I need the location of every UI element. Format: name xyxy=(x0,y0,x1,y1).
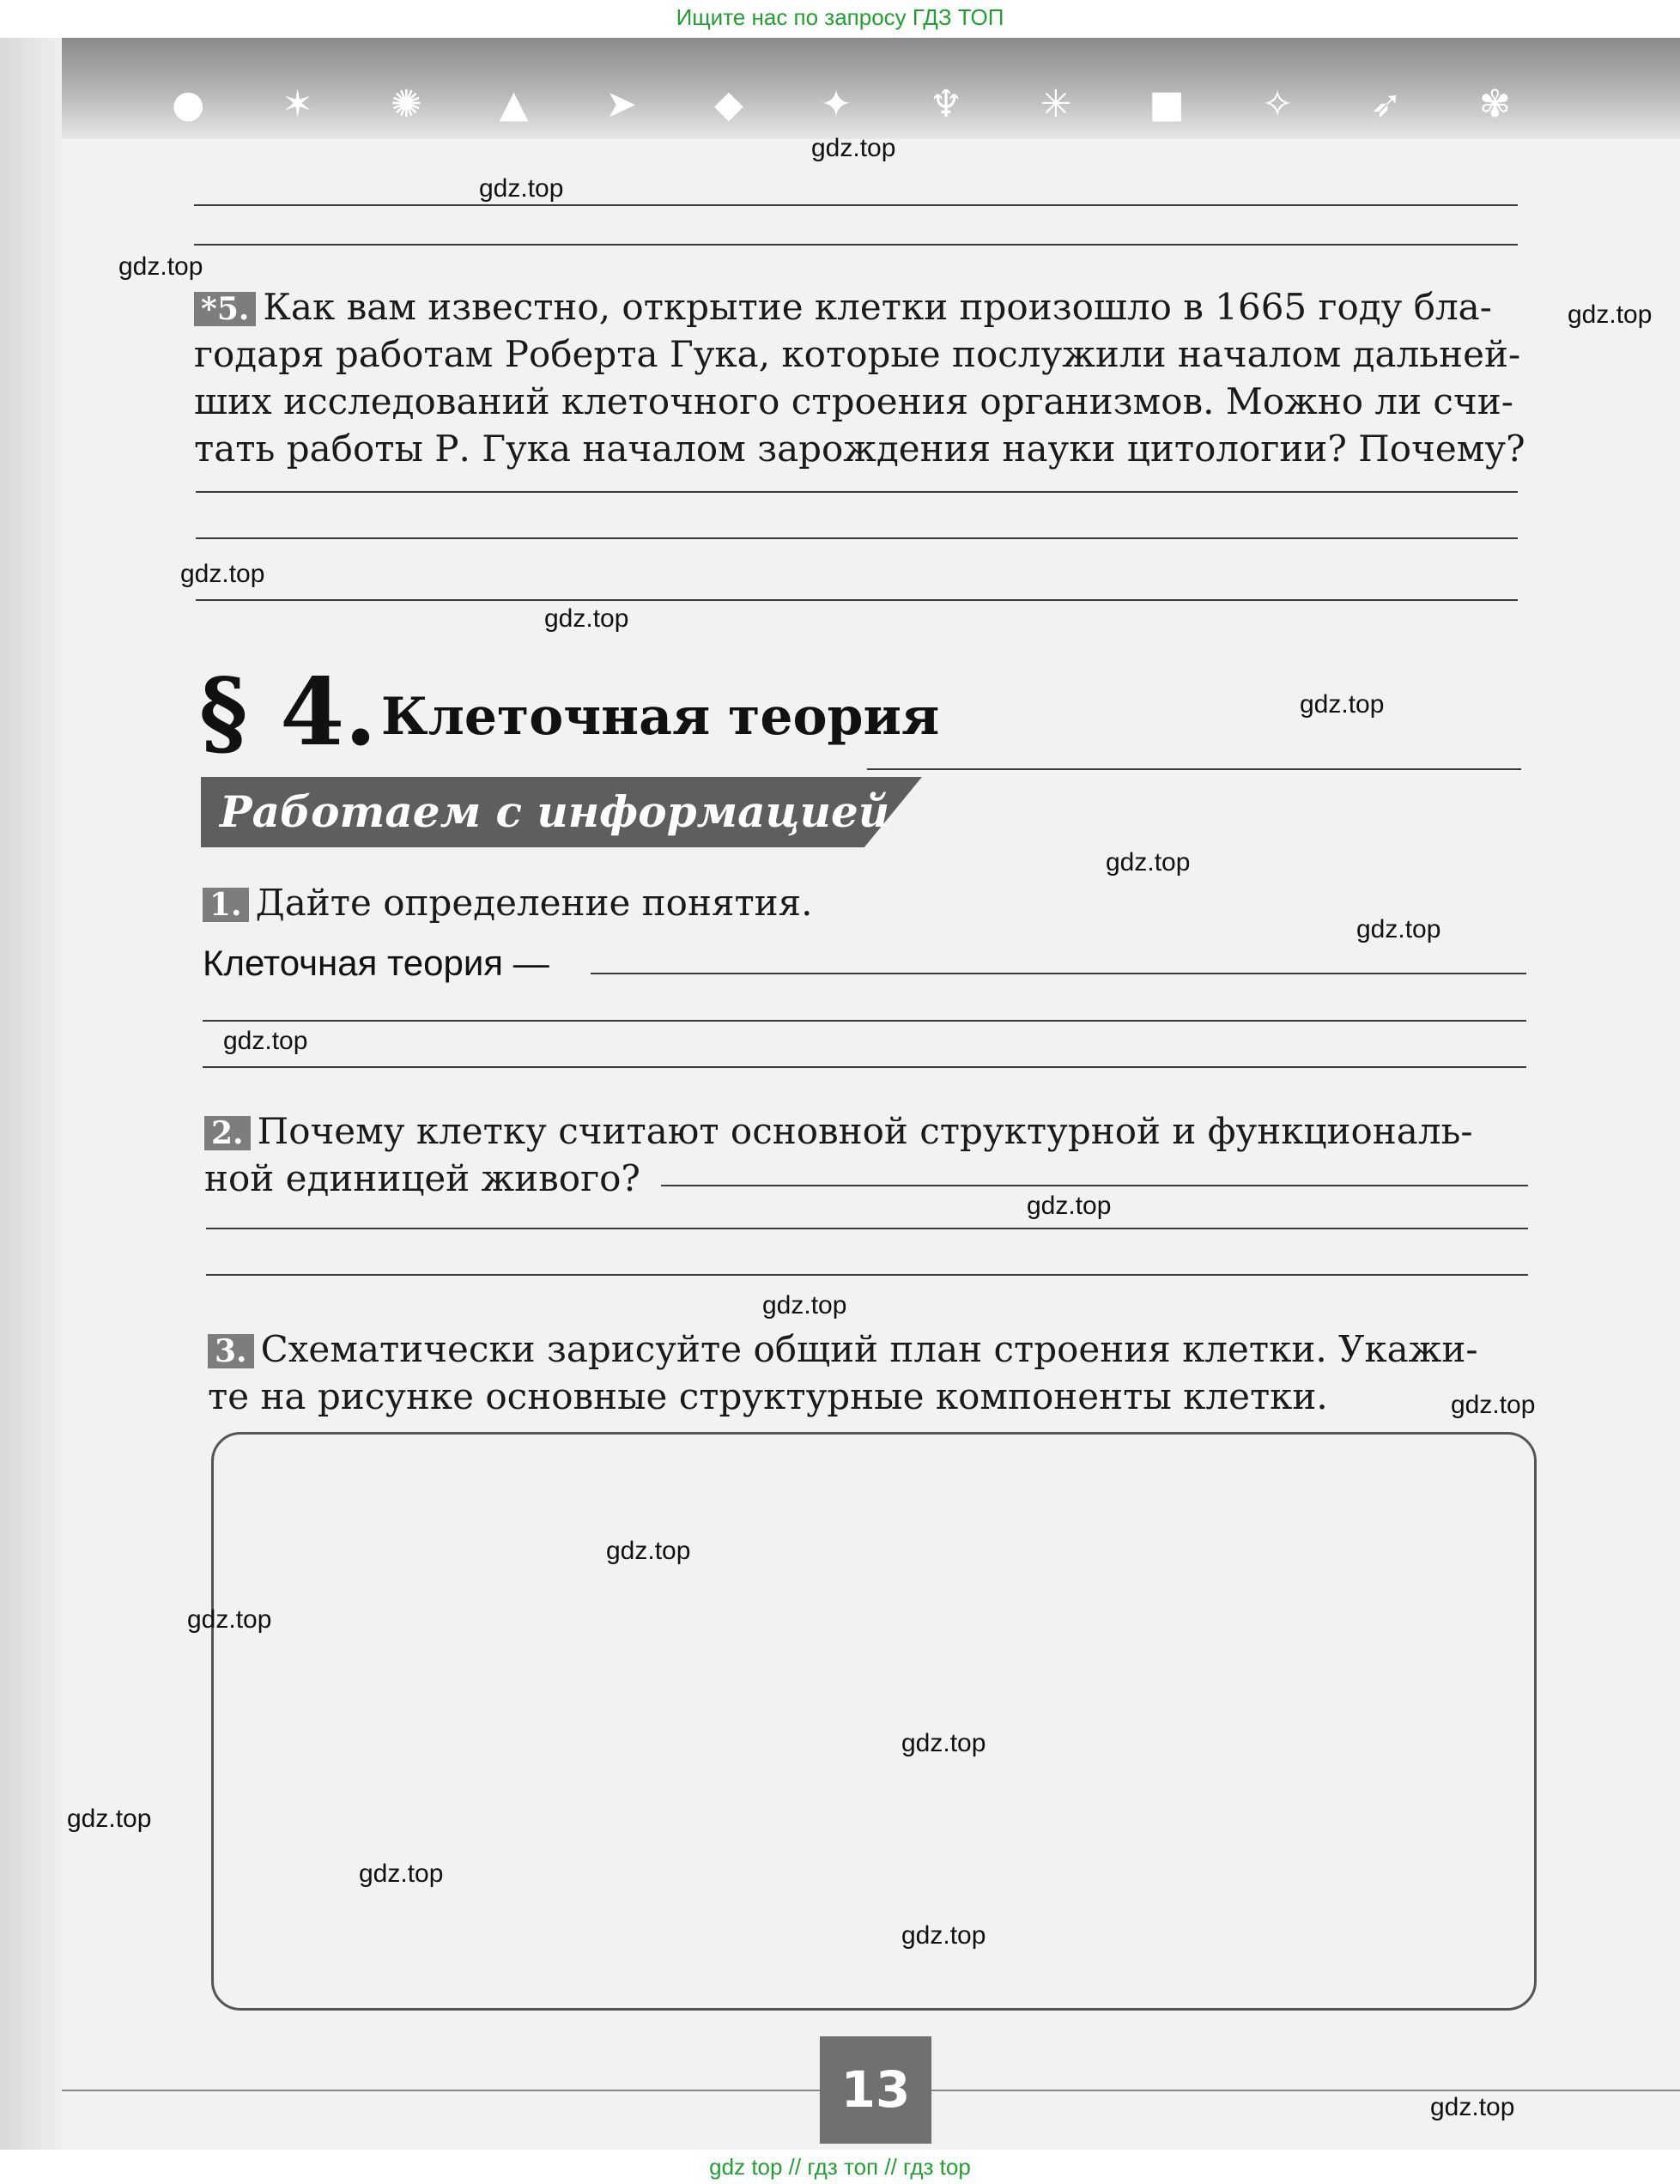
task-5 xyxy=(194,283,1533,472)
scorpion-icon: ✺ xyxy=(390,82,422,126)
watermark: gdz.top xyxy=(479,174,564,203)
drawing-area[interactable] xyxy=(211,1432,1537,2011)
top-banner[interactable]: Ищите нас по запросу ГДЗ ТОП xyxy=(676,4,1004,30)
task-1-badge: 1. xyxy=(203,888,249,922)
footer-links[interactable]: gdz top // гдз топ // гдз top xyxy=(709,2154,971,2180)
bison-icon: ● xyxy=(172,82,205,126)
task-2-line: 2. Почему клетку считают основной структурной и функциональ- xyxy=(204,1107,1544,1155)
watermark: gdz.top xyxy=(67,1805,152,1833)
section-title: Клеточная теория xyxy=(381,687,940,747)
watermark: gdz.top xyxy=(901,1921,986,1950)
answer-line[interactable] xyxy=(206,1228,1528,1229)
answer-line[interactable] xyxy=(203,1066,1526,1068)
task-1-text: Дайте определение понятия. xyxy=(255,882,813,924)
watermark: gdz.top xyxy=(1356,915,1441,943)
task-5-line: тать работы Р. Гука началом зарождения науки цитологии? Почему? xyxy=(194,428,1525,470)
kangaroo-icon: ✧ xyxy=(1261,82,1294,126)
buffalo-icon: ■ xyxy=(1149,82,1185,126)
watermark: gdz.top xyxy=(544,604,629,633)
task-2-badge: 2. xyxy=(204,1116,251,1150)
moth-icon: ✾ xyxy=(1479,82,1511,126)
butterfly-icon: ✶ xyxy=(282,82,314,126)
section-rule xyxy=(867,768,1521,770)
answer-line[interactable] xyxy=(203,1020,1526,1022)
moose-icon: ✦ xyxy=(820,82,852,126)
horse-icon: ▲ xyxy=(499,82,529,126)
watermark: gdz.top xyxy=(180,560,265,588)
task-2 xyxy=(204,1107,1544,1202)
answer-line[interactable] xyxy=(591,973,1526,974)
task-3-line: 3. Схематически зарисуйте общий план строения клетки. Укажи- xyxy=(208,1326,1547,1373)
answer-line[interactable] xyxy=(194,244,1518,246)
animal-silhouettes xyxy=(172,79,1511,130)
task-3-line: те на рисунке основные структурные компоненты клетки. xyxy=(208,1375,1328,1417)
insect-icon: ✳ xyxy=(1040,82,1072,126)
watermark: gdz.top xyxy=(1568,300,1653,329)
watermark: gdz.top xyxy=(606,1537,691,1565)
watermark: gdz.top xyxy=(762,1291,847,1320)
task-5-line: ших исследований клеточного строения организмов. Можно ли счи- xyxy=(194,380,1513,422)
watermark: gdz.top xyxy=(1430,2093,1515,2121)
section-number: § 4. xyxy=(199,658,377,767)
answer-line[interactable] xyxy=(206,1274,1528,1276)
answer-line[interactable] xyxy=(196,537,1518,539)
term-label: Клеточная теория — xyxy=(203,943,549,983)
page-number: 13 xyxy=(840,2060,911,2119)
watermark: gdz.top xyxy=(811,134,896,162)
antelope-icon: ➶ xyxy=(1370,82,1403,126)
task-5-line: *5. Как вам известно, открытие клетки произошло в 1665 году бла- xyxy=(194,283,1533,331)
watermark: gdz.top xyxy=(1106,848,1191,877)
task-5-badge: *5. xyxy=(194,292,256,326)
watermark: gdz.top xyxy=(223,1027,308,1055)
section-banner-text: Работаем с информацией xyxy=(220,786,890,837)
watermark: gdz.top xyxy=(1300,690,1385,719)
watermark: gdz.top xyxy=(901,1729,986,1757)
task-2-line: ной единицей живого? xyxy=(204,1157,640,1199)
watermark: gdz.top xyxy=(118,252,203,281)
page-edge-shadow xyxy=(0,38,62,2150)
watermark: gdz.top xyxy=(1451,1391,1536,1419)
answer-line[interactable] xyxy=(196,491,1518,493)
watermark: gdz.top xyxy=(359,1859,444,1888)
watermark: gdz.top xyxy=(1027,1192,1112,1220)
task-3 xyxy=(208,1326,1547,1420)
task-3-badge: 3. xyxy=(208,1334,254,1368)
fish-icon: ◆ xyxy=(713,82,743,126)
task-5-line: годаря работам Роберта Гука, которые послужили началом дальней- xyxy=(194,333,1521,375)
task-1 xyxy=(203,879,813,926)
answer-line[interactable] xyxy=(194,204,1518,206)
watermark: gdz.top xyxy=(187,1605,272,1634)
bird-icon: ➤ xyxy=(605,82,638,126)
answer-line[interactable] xyxy=(196,599,1518,601)
heron-icon: ♆ xyxy=(929,82,963,126)
answer-line[interactable] xyxy=(661,1185,1528,1186)
